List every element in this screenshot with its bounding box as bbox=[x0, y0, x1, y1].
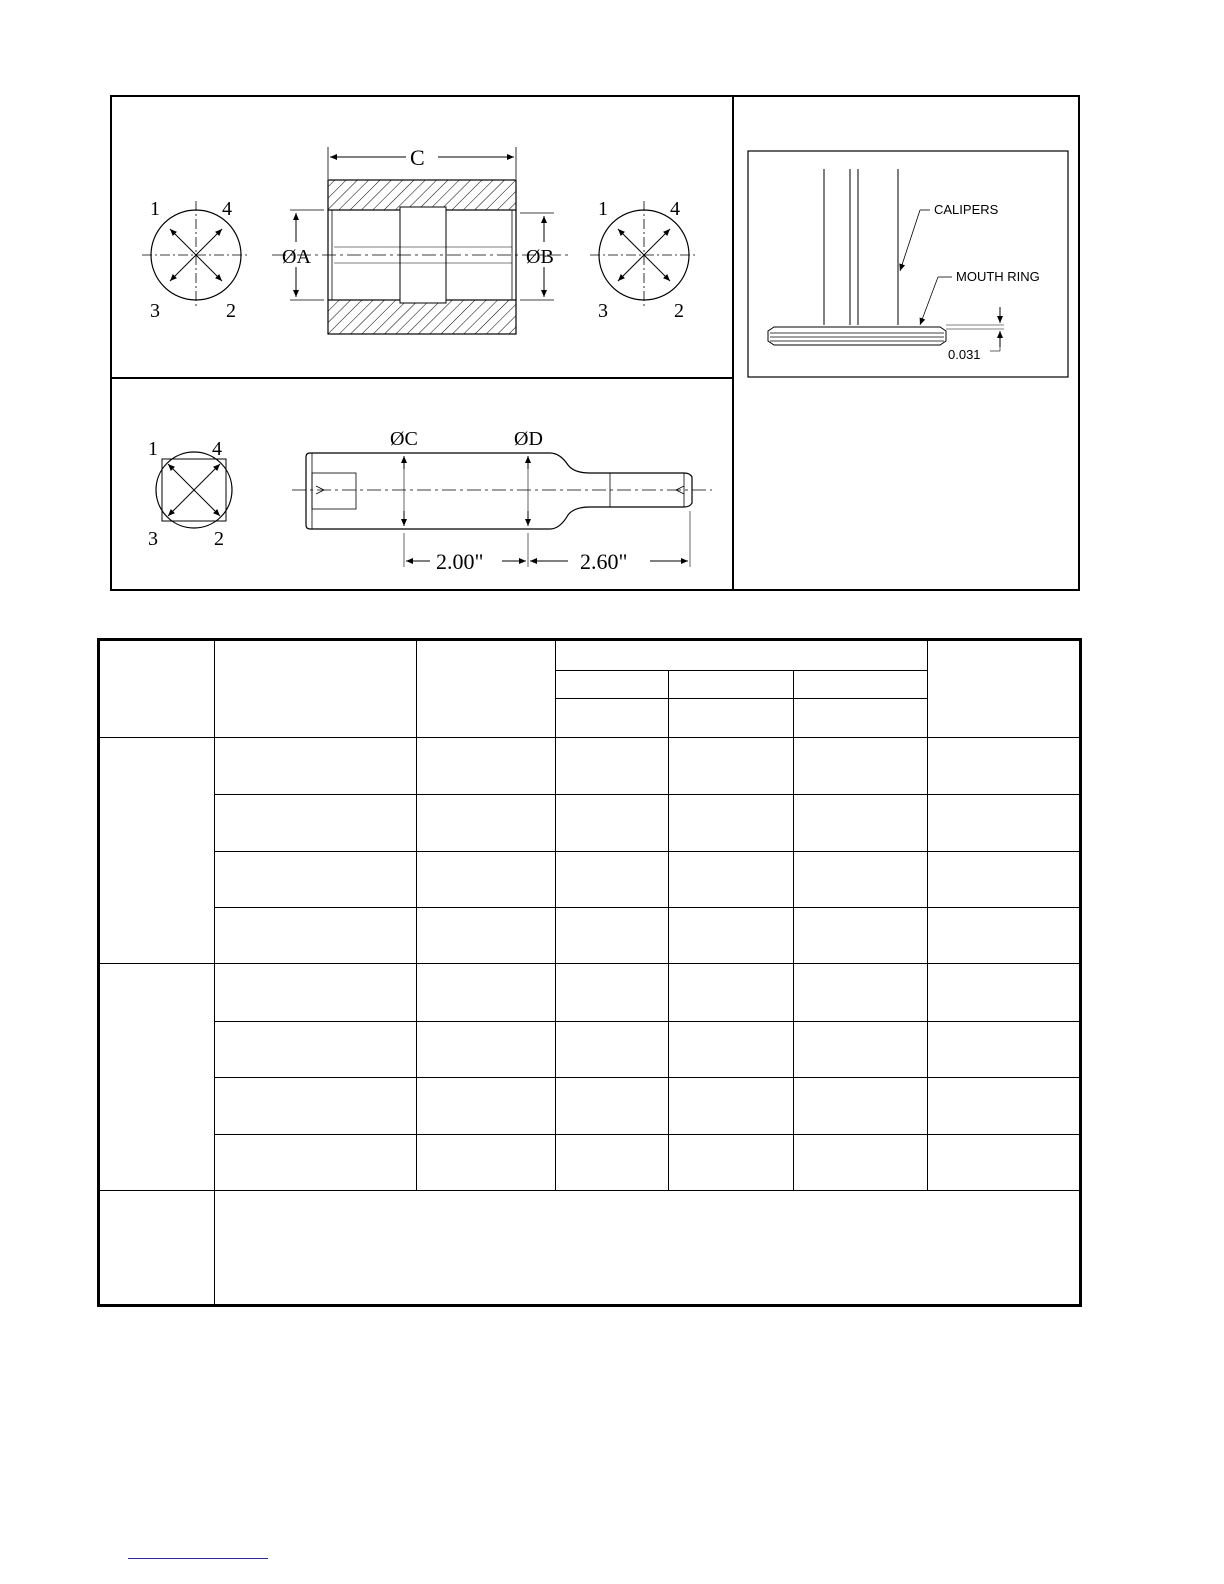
table-cell bbox=[215, 964, 417, 1021]
table-cell bbox=[669, 1134, 794, 1190]
table-cell bbox=[556, 1021, 669, 1077]
remarks-label-cell bbox=[99, 1191, 215, 1306]
table-cell bbox=[215, 737, 417, 794]
table-cell bbox=[417, 1134, 556, 1190]
table-cell bbox=[928, 1078, 1081, 1134]
point-label-3: 3 bbox=[150, 300, 160, 322]
shaft-end-view bbox=[148, 438, 232, 550]
header-cell bbox=[99, 640, 215, 738]
table-row bbox=[99, 737, 1081, 794]
table-cell bbox=[215, 795, 417, 851]
remarks-cell bbox=[215, 1191, 1081, 1306]
table-cell bbox=[417, 907, 556, 963]
dim-bore-a-label: ØA bbox=[282, 246, 311, 268]
table-cell bbox=[417, 795, 556, 851]
table-cell bbox=[556, 907, 669, 963]
table-cell bbox=[928, 737, 1081, 794]
table-cell bbox=[215, 1134, 417, 1190]
header-cell bbox=[556, 671, 669, 699]
table-cell bbox=[794, 1078, 928, 1134]
point-label-1: 1 bbox=[598, 198, 608, 220]
point-label-2: 2 bbox=[226, 300, 236, 322]
bushing-section-view bbox=[272, 145, 572, 334]
dim-2-00-label: 2.00" bbox=[436, 549, 484, 574]
dim-length-label: C bbox=[410, 145, 425, 170]
table-cell bbox=[669, 964, 794, 1021]
table-cell bbox=[928, 1021, 1081, 1077]
table-cell bbox=[669, 907, 794, 963]
table-cell bbox=[215, 907, 417, 963]
header-cell bbox=[794, 671, 928, 699]
point-label-2: 2 bbox=[674, 300, 684, 322]
header-cell bbox=[556, 640, 928, 671]
table-cell bbox=[794, 737, 928, 794]
table-cell bbox=[669, 737, 794, 794]
point-label-3: 3 bbox=[598, 300, 608, 322]
inspection-table bbox=[97, 638, 1082, 1307]
table-cell bbox=[556, 737, 669, 794]
table-cell bbox=[794, 1134, 928, 1190]
table-row bbox=[99, 964, 1081, 1021]
point-label-4: 4 bbox=[670, 198, 680, 220]
table-cell bbox=[928, 851, 1081, 907]
table-cell bbox=[417, 851, 556, 907]
group-label-cell bbox=[99, 964, 215, 1191]
table-cell bbox=[556, 795, 669, 851]
table-cell bbox=[794, 964, 928, 1021]
table-cell bbox=[794, 907, 928, 963]
table-cell bbox=[417, 737, 556, 794]
table-row bbox=[99, 1134, 1081, 1190]
table-cell bbox=[928, 795, 1081, 851]
gap-value-label: 0.031 bbox=[948, 347, 981, 362]
point-label-1: 1 bbox=[148, 438, 158, 460]
table-cell bbox=[794, 1021, 928, 1077]
table-cell bbox=[556, 964, 669, 1021]
table-cell bbox=[417, 964, 556, 1021]
footer-link-underline[interactable] bbox=[128, 1558, 268, 1559]
shaft-side-view bbox=[292, 428, 712, 574]
header-cell bbox=[556, 699, 669, 737]
header-cell bbox=[417, 640, 556, 738]
point-label-3: 3 bbox=[148, 528, 158, 550]
calipers-label: CALIPERS bbox=[934, 202, 999, 217]
table-row bbox=[99, 1078, 1081, 1134]
technical-drawing bbox=[112, 97, 1078, 589]
table-cell bbox=[928, 907, 1081, 963]
table-cell bbox=[669, 1021, 794, 1077]
table-cell bbox=[556, 851, 669, 907]
bushing-left-end-view bbox=[142, 198, 250, 322]
table-cell bbox=[794, 795, 928, 851]
table-header-row bbox=[99, 640, 1081, 671]
dim-bore-b-label: ØB bbox=[526, 246, 554, 268]
table-cell bbox=[556, 1134, 669, 1190]
point-label-4: 4 bbox=[222, 198, 232, 220]
remarks-row bbox=[99, 1191, 1081, 1306]
calipers-detail bbox=[748, 151, 1068, 377]
table-cell bbox=[215, 851, 417, 907]
table-cell bbox=[669, 851, 794, 907]
point-label-4: 4 bbox=[212, 438, 222, 460]
table-cell bbox=[417, 1078, 556, 1134]
header-cell bbox=[794, 699, 928, 737]
table-cell bbox=[556, 1078, 669, 1134]
point-label-1: 1 bbox=[150, 198, 160, 220]
header-cell bbox=[928, 640, 1081, 738]
point-label-2: 2 bbox=[214, 528, 224, 550]
table-cell bbox=[215, 1078, 417, 1134]
dia-d-label: ØD bbox=[514, 428, 543, 450]
table-cell bbox=[928, 1134, 1081, 1190]
header-cell bbox=[669, 699, 794, 737]
table-row bbox=[99, 851, 1081, 907]
bushing-right-end-view bbox=[590, 198, 698, 322]
table-row bbox=[99, 907, 1081, 963]
drawing-frame bbox=[110, 95, 1080, 591]
table-cell bbox=[215, 1021, 417, 1077]
table-cell bbox=[928, 964, 1081, 1021]
table-cell bbox=[669, 795, 794, 851]
header-cell bbox=[669, 671, 794, 699]
dia-c-label: ØC bbox=[390, 428, 418, 450]
mouth-ring-label: MOUTH RING bbox=[956, 269, 1040, 284]
table-row bbox=[99, 795, 1081, 851]
dim-2-60-label: 2.60" bbox=[580, 549, 628, 574]
table-cell bbox=[794, 851, 928, 907]
group-label-cell bbox=[99, 737, 215, 964]
table-row bbox=[99, 1021, 1081, 1077]
table-cell bbox=[669, 1078, 794, 1134]
header-cell bbox=[215, 640, 417, 738]
table-cell bbox=[417, 1021, 556, 1077]
